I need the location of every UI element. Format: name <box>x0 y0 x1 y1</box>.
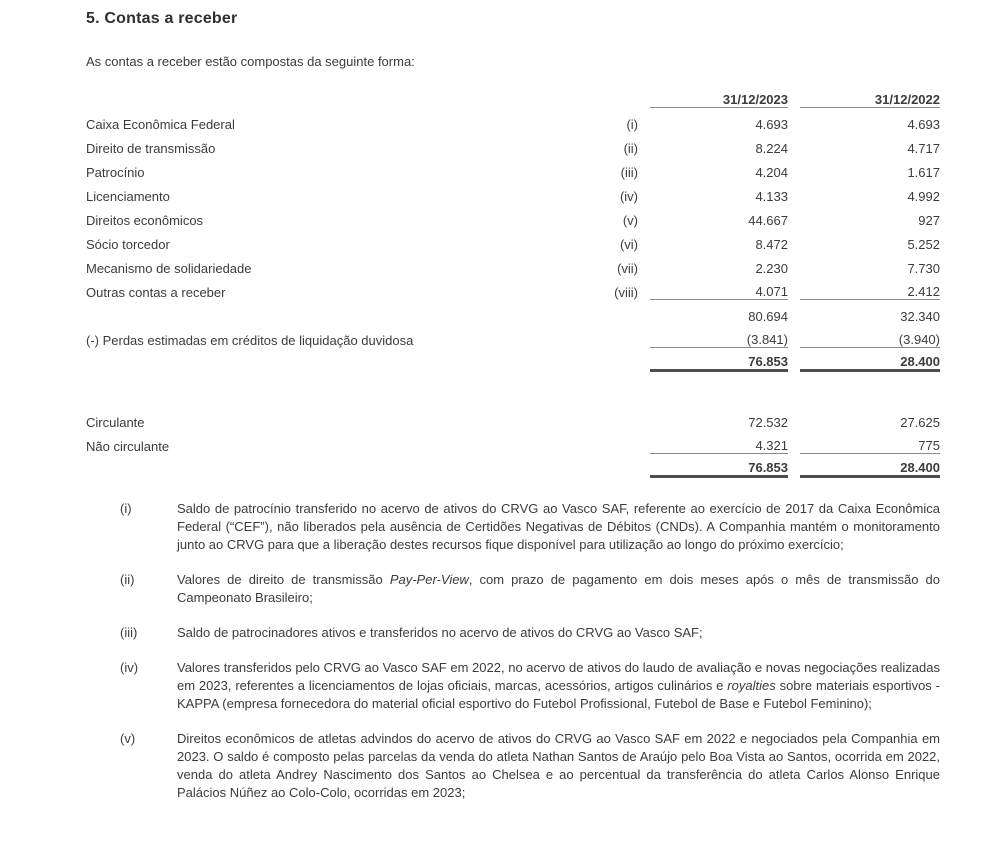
table-row-label: Sócio torcedor <box>86 237 170 252</box>
intro-text: As contas a receber estão compostas da seguinte forma: <box>86 54 415 69</box>
footnote-ref: (ii) <box>120 572 135 587</box>
table-row <box>86 252 940 276</box>
classification-row <box>86 406 940 430</box>
table-header-row <box>86 88 940 108</box>
subtotal-row-value-2023: 80.694 <box>748 309 788 324</box>
footnote-segment: Valores de direito de transmissão <box>177 572 390 587</box>
footnote-segment: , com prazo de pagamento em dois meses após o mês de transmissão do Campeonato Brasileiro; <box>177 572 941 605</box>
table-row <box>86 276 940 300</box>
table-row-ref: (vii) <box>617 261 638 276</box>
allowance-row-value-2022: (3.940) <box>800 332 940 348</box>
table-row-value-2022: 5.252 <box>907 237 940 252</box>
table-row <box>86 180 940 204</box>
table-row-value-2022: 4.992 <box>907 189 940 204</box>
footnote-text <box>177 571 940 607</box>
footnote-segment: Saldo de patrocinadores ativos e transferidos no acervo de ativos do CRVG ao Vasco SAF; <box>177 625 703 640</box>
table-row-ref: (viii) <box>614 285 638 300</box>
classification-row-value-2022: 775 <box>800 438 940 454</box>
table-row-ref: (iv) <box>619 189 638 204</box>
table-row-ref: (ii) <box>623 141 638 156</box>
footnote-ref: (i) <box>120 501 132 516</box>
table-row-value-2023: 4.071 <box>650 284 788 300</box>
table-row <box>86 156 940 180</box>
table-row-value-2022: 4.693 <box>907 117 940 132</box>
table-row-value-2023: 4.204 <box>755 165 788 180</box>
table-row-label: Outras contas a receber <box>86 285 226 300</box>
footnote <box>120 571 940 607</box>
subtotal-row-value-2022: 32.340 <box>900 309 940 324</box>
footnote-text <box>177 624 940 642</box>
allowance-row-label: (-) Perdas estimadas em créditos de liquidação duvidosa <box>86 333 414 348</box>
footnotes <box>120 500 940 802</box>
table-row-value-2022: 927 <box>918 213 940 228</box>
classification-row-value-2023: 72.532 <box>748 415 788 430</box>
table-row-value-2023: 8.224 <box>755 141 788 156</box>
table-row-value-2022: 1.617 <box>907 165 940 180</box>
table-row-ref: (v) <box>622 213 638 228</box>
allowance-row-value-2023: (3.841) <box>650 332 788 348</box>
footnote-italic-segment: Pay-Per-View <box>389 572 469 587</box>
table-row-label: Caixa Econômica Federal <box>86 117 235 132</box>
receivables-table <box>86 88 940 478</box>
footnote-ref: (iii) <box>120 625 138 640</box>
table-row-label: Direitos econômicos <box>86 213 204 228</box>
page-title: 5. Contas a receber <box>86 10 238 27</box>
section-spacer <box>86 372 940 406</box>
table-row-ref: (i) <box>626 117 638 132</box>
classification-row-label: Não circulante <box>86 439 170 454</box>
footnote <box>120 659 940 713</box>
classification-row-label: Circulante <box>86 415 145 430</box>
table-row-label: Direito de transmissão <box>86 141 216 156</box>
footnote-text <box>177 659 940 713</box>
total-row-value-2023: 76.853 <box>650 354 788 372</box>
classification-total-row-value-2022: 28.400 <box>800 460 940 478</box>
footnote-text <box>177 500 940 554</box>
subtotal-row <box>86 300 940 324</box>
classification-row-value-2023: 4.321 <box>650 438 788 454</box>
footnote <box>120 624 940 642</box>
footnote <box>120 500 940 554</box>
table-row-value-2023: 44.667 <box>748 213 788 228</box>
table-row-label: Licenciamento <box>86 189 170 204</box>
footnote-segment: Valores transferidos pelo CRVG ao Vasco SAF em 2022, no acervo de ativos do laudo de avaliação e novas negociações realizadas em 2023, referentes a licenciamentos de lojas oficiais, marcas, acessórios, artigos culinários e <box>177 660 940 693</box>
total-row-value-2022: 28.400 <box>800 354 940 372</box>
table-row-value-2022: 2.412 <box>800 284 940 300</box>
table-row <box>86 228 940 252</box>
table-row-label: Mecanismo de solidariedade <box>86 261 252 276</box>
classification-total-row-value-2023: 76.853 <box>650 460 788 478</box>
footnote-italic-segment: royalties <box>727 678 776 693</box>
footnote <box>120 730 940 802</box>
table-row <box>86 132 940 156</box>
allowance-row <box>86 324 940 348</box>
table-row <box>86 204 940 228</box>
classification-row <box>86 430 940 454</box>
footnote-segment: Saldo de patrocínio transferido no acervo de ativos do CRVG ao Vasco SAF, referente ao exercício de 2017 da Caixa Econômica Federal (“CEF”), não liberados pela ausência de Certidões Negativas de Débitos (CNDs). A Companhia mantém o monitoramento junto ao CRVG para que a liberação destes recursos fique disponível para utilização ao longo do próximo exercício; <box>177 501 940 552</box>
footnote-segment: Direitos econômicos de atletas advindos do acervo de ativos do CRVG ao Vasco SAF em 2022 e negociados pela Companhia em 2023. O saldo é composto pelas parcelas da venda do atleta Nathan Santos de Araújo pelo Boa Vista ao Santos, ocorrida em 2022, venda do atleta Andrey Nascimento dos Santos ao Chelsea e ao percentual da transferência do atleta Carlos Alonso Enrique Palácios Núñez ao Colo-Colo, ocorridas em 2023; <box>177 731 940 800</box>
table-row-value-2022: 4.717 <box>907 141 940 156</box>
classification-total-row <box>86 454 940 478</box>
table-row-value-2023: 2.230 <box>755 261 788 276</box>
table-row-ref: (vi) <box>619 237 638 252</box>
footnote-ref: (iv) <box>120 660 139 675</box>
classification-row-value-2022: 27.625 <box>900 415 940 430</box>
table-row-label: Patrocínio <box>86 165 145 180</box>
total-row <box>86 348 940 372</box>
table-header-row-value-2023: 31/12/2023 <box>650 92 788 108</box>
table-header-row-value-2022: 31/12/2022 <box>800 92 940 108</box>
table-row-value-2023: 4.693 <box>755 117 788 132</box>
footnote-segment: sobre materiais esportivos - KAPPA (empresa fornecedora do material oficial esportivo do Futebol Profissional, Futebol de Base e Futebol Feminino); <box>177 678 940 711</box>
footnote-ref: (v) <box>120 731 136 746</box>
table-row-value-2023: 8.472 <box>755 237 788 252</box>
table-row-value-2023: 4.133 <box>755 189 788 204</box>
table-row-ref: (iii) <box>620 165 638 180</box>
table-row <box>86 108 940 132</box>
table-row-value-2022: 7.730 <box>907 261 940 276</box>
footnote-text <box>177 730 940 802</box>
